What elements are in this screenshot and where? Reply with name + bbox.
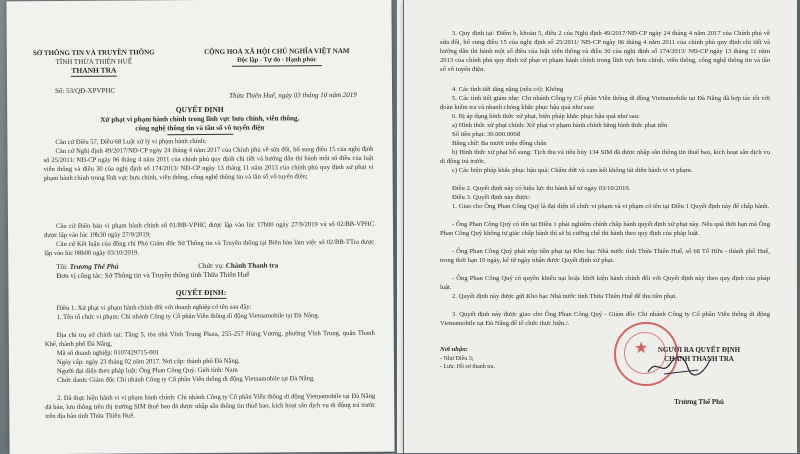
- article-1-org-name: 1. Tên tổ chức vi phạm: Chi nhánh Công ty Cổ phần Viễn thông di động Vietnamobile tại Đà Nẵng.: [56, 312, 320, 322]
- article-1-representative: Người đại diện theo pháp luật: Ông Phan Công Quý. Giới tính: Nam: [56, 366, 238, 376]
- star-icon: ★: [634, 338, 649, 357]
- signer-label: Tôi:: [56, 262, 70, 272]
- position-label: Chức vụ:: [198, 261, 226, 271]
- clause-6a: a) Hình thức xử phạt chính: Xử phạt vi phạm hành chính bằng hình thức phạt tiền: [452, 122, 668, 129]
- decide-heading: QUYẾT ĐỊNH:: [175, 287, 227, 298]
- national-motto: Độc lập - Tự do - Hạnh phúc: [237, 56, 317, 64]
- article-3-item-1: 1. Giao cho Ông Phan Công Quý là đại diện tổ chức vi phạm và vi phạm có tên tại Điều 1 Quyết định này để chấp hành.: [452, 203, 770, 210]
- doc-type: QUYẾT ĐỊNH: [175, 104, 224, 115]
- signer-name: Trương Thế Phú: [69, 262, 119, 271]
- article-1: Điều 1. Xử phạt vi phạm hành chính đối với doanh nghiệp có tên sau đây:: [56, 303, 252, 313]
- decide-underline: [176, 298, 226, 299]
- basis-minutes: Căn cứ Biên bản vi phạm hành chính số 01/BB-VPHC được lập vào lúc 17h00 ngày 27/9/2019 và số 02/BB-VPHC được lập vào lúc 19h30 ngày 27/9/2019;: [44, 220, 375, 239]
- signer-title-1: NGƯỜI RA QUYẾT ĐỊNH: [657, 346, 741, 354]
- place-date: Thừa Thiên Huế, ngày 03 tháng 10 năm 2019: [229, 90, 357, 100]
- article-1-reg-number: Mã số doanh nghiệp: 0107429715-001: [56, 349, 160, 358]
- agency-province: TỈNH THỪA THIÊN HUẾ: [55, 57, 133, 67]
- recipient-1: - Như Điều 3;: [440, 356, 474, 362]
- fine-amount-words: Bằng chữ: Ba mươi triệu đồng chẵn: [452, 140, 547, 147]
- clause-4: 4. Các tình tiết tăng nặng (nếu có): Không: [452, 86, 564, 93]
- agency-parent: SỞ THÔNG TIN VÀ TRUYỀN THÔNG: [32, 48, 155, 58]
- article-1-reg-date: Ngày cấp: ngày 23 tháng 02 năm 2017. Nơi cấp: thành phố Đà Nẵng.: [56, 357, 240, 367]
- doc-subject-2: công nghệ thông tin và tần số vô tuyến điện: [135, 123, 265, 133]
- article-3-item-1c: - Ông Phan Công Quý phải nộp tiền phạt tại Kho bạc Nhà nước tỉnh Thừa Thiên Huế, số 68 Tố Hữu - thành phố Huế, trong thời hạn 10 ngày, kể từ ngày nhận được Quyết định xử phạt.: [440, 248, 770, 264]
- recipients-label: Nơi nhận:: [440, 346, 468, 353]
- article-3-item-1d: - Ông Phan Công Quý có quyền khiếu nại hoặc khởi kiện hành chính đối với Quyết định này theo quy định của pháp luật.: [440, 275, 770, 291]
- decision-page-1: [6, 0, 394, 454]
- fine-amount: Số tiền phạt: 30.000.000đ: [452, 131, 520, 138]
- unit-line: Đơn vị công tác: Sở Thông tin và Truyền thông tỉnh Thừa Thiên Huế: [56, 270, 250, 281]
- decision-page-2: [404, 0, 797, 453]
- article-1-violation: 2. Đã thực hiện hành vi vi phạm hành chính: Chi nhánh Công ty Cổ phần Viễn thông di động Vietnamobile tại Đà Nẵng đã bán, lưu thông trên thị trường SIM thuê bao đã được nhập sẵn thông tin thuê bao, kích hoạt sẵn dịch vụ di động trả trước trên địa bàn tỉnh Thừa Thiên Huế.: [45, 392, 376, 420]
- article-3-item-3: 3. Quyết định này được giao cho Ông Phan Công Quý - Giám đốc Chi nhánh Công ty Cổ phần Viễn thông di động Vietnamobile tại Đà Nẵng để tổ chức thực hiện./.: [440, 311, 770, 327]
- article-1-address: Địa chỉ trụ sở chính tại: Tầng 5, tòa nhà Vĩnh Trung Plaza, 255-257 Hùng Vương, phường Vĩnh Trung, quận Thanh Khê, thành phố Đà Nẵng.: [44, 329, 375, 348]
- motto-underline: [232, 65, 322, 67]
- basis-decree: Căn cứ Nghị định 49/2017/NĐ-CP ngày 24 tháng 4 năm 2017 của Chính phủ về sửa đổi, bổ sung điều 15 của nghị định số 25/2011/ NĐ-CP ngày 06 tháng 4 năm 2011 của chính phủ quy định chi tiết và hướng dẫn thi hành một số điều của luật viễn thông và điều 30 của nghị định số 174/2013/ NĐ-CP ngày 13 tháng 11 năm 2013 của chính phủ quy định xử phạt vi phạm hành chính trong lĩnh vực bưu chính, viễn thông, công nghệ thông tin và tần số vô tuyến điện;: [43, 145, 374, 182]
- article-3: Điều 3. Quyết định này được:: [452, 194, 531, 201]
- clause-6c: c) Các biện pháp khắc phục hậu quả: Chấm dứt và cam kết không tái diễn hành vi vi phạm.: [452, 167, 693, 174]
- clause-5: 5. Các tình tiết giảm nhẹ: Chi nhánh Công ty Cổ phần Viễn thông di động Vietnamobile tại Đà Nẵng đã hợp tác tốt với đoàn kiểm tra và nhanh chóng khắc phục hậu quả như sau:: [440, 95, 770, 111]
- agency-name: THANH TRA: [71, 65, 117, 75]
- article-3-item-2: 2. Quyết định này được gửi Kho bạc Nhà nước tỉnh Thừa Thiên Huế để thu tiền phạt.: [452, 293, 677, 300]
- article-1-title: Chức danh: Giám đốc Chi nhánh Công ty Cổ phần Viễn thông di động Vietnamobile tại Đà Nẵng.: [57, 375, 315, 385]
- position-value: Chánh Thanh tra: [225, 261, 279, 270]
- clause-6b: b) Hình thức xử phạt bổ sung: Tịch thu và tiêu hủy 134 SIM đã được nhập sẵn thông tin thuê bao, kích hoạt sẵn dịch vụ di động trả trước.: [440, 149, 770, 165]
- signer-name-bottom: Trương Thế Phú: [674, 398, 724, 406]
- clause-3: 3. Quy định tại: Điểm b, khoản 5, điều 2 của Nghị định 49/2017/NĐ-CP ngày 24 tháng 4 năm 2017 của Chính phủ về sửa đổi, bổ sung điều 15 của nghị định số 25/2011/ NĐ-CP ngày 06 tháng 4 năm 2011 của chính phủ quy định chi tiết và hướng dẫn thi hành một số điều của luật viễn thông và điều 30 của nghị định số 174/2013/ NĐ-CP ngày 13 tháng 11 năm 2013 của chính phủ quy định xử phạt vi phạm hành chính trong lĩnh vực bưu chính, viễn thông, công nghệ thông tin và tần số vô tuyến điện.: [440, 30, 770, 73]
- basis-law: Căn cứ Điều 57, Điều 68 Luật xử lý vi phạm hành chính;: [55, 137, 206, 147]
- national-title: CỘNG HOÀ XÃ HỘI CHỦ NGHĨA VIỆT NAM: [204, 46, 350, 56]
- article-2: Điều 2. Quyết định này có hiệu lực thi hành kể từ ngày 03/10/2019.: [452, 185, 631, 192]
- page-divider: [397, 0, 403, 453]
- signer-title-2: CHÁNH THANH TRA: [664, 355, 734, 363]
- position-line: [198, 261, 278, 270]
- doc-subject-1: Xử phạt vi phạm hành chính trong lĩnh vực bưu chính, viễn thông,: [100, 114, 300, 124]
- agency-underline: [71, 76, 117, 77]
- clause-6: 6. Bị áp dụng hình thức xử phạt, biện pháp khắc phục hậu quả như sau:: [452, 113, 640, 120]
- doc-number: Số: 53/QĐ-XPVPHC: [55, 86, 116, 96]
- recipient-2: - Lưu: Hồ sơ thanh tra.: [440, 364, 496, 370]
- signature-icon: [644, 350, 714, 380]
- signer-line: [56, 263, 118, 271]
- subject-underline: [167, 134, 233, 135]
- basis-conclusion: Căn cứ Kết luận của đồng chí Phó Giám đốc Sở Thông tin và Truyền thông tại Biên bản làm việc số 02/BB-TTra được lập vào lúc 08h00 ngày 03/10/2019.: [44, 238, 375, 257]
- article-3-item-1b: - Ông Phan Công Quý có tên tại Điều 1 phải nghiêm chỉnh chấp hành quyết định xử phạt này. Nếu quá thời hạn mà Ông Phan Công Quý không tự giác chấp hành thì sẽ bị cưỡng chế thi hành theo quy định của pháp luật.: [440, 221, 770, 237]
